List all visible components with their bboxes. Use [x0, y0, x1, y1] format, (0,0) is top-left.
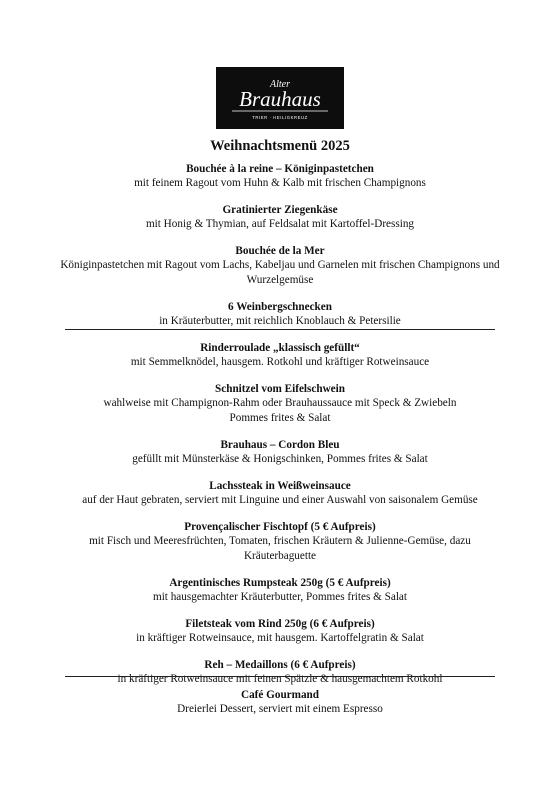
menu-item: [0, 658, 560, 687]
item-description: Königinpastetchen mit Ragout vom Lachs, Kabeljau und Garnelen mit frischen Champignons und Wurzelgemüse: [60, 259, 500, 286]
item-description: mit hausgemachter Kräuterbutter, Pommes frites & Salat: [153, 591, 407, 603]
menu-item: [0, 576, 560, 605]
item-description: mit Semmelknödel, hausgem. Rotkohl und kräftiger Rotweinsauce: [130, 356, 430, 368]
item-name: Lachssteak in Weißweinsauce: [209, 480, 351, 492]
item-name: Gratinierter Ziegenkäse: [222, 204, 338, 216]
dessert-section: [0, 688, 560, 717]
menu-item: [0, 382, 560, 426]
menu-item: [0, 341, 560, 370]
mains-section: [0, 341, 560, 687]
menu-item: [0, 617, 560, 646]
item-name: Schnitzel vom Eifelschwein: [215, 383, 345, 395]
menu-item: [0, 479, 560, 508]
logo-graphic: [216, 67, 344, 129]
item-name: Provençalischer Fischtopf (5 € Aufpreis): [184, 521, 376, 533]
item-description: mit feinem Ragout vom Huhn & Kalb mit frischen Champignons: [134, 177, 426, 189]
item-description: wahlweise mit Champignon-Rahm oder Brauhaussauce mit Speck & Zwiebeln Pommes frites & Salat: [103, 397, 457, 424]
section-divider: [65, 329, 495, 330]
menu-item: [0, 300, 560, 329]
item-description: in kräftiger Rotweinsauce mit feinen Spätzle & hausgemachtem Rotkohl: [117, 673, 443, 685]
logo-top-text: Alter: [270, 79, 290, 90]
starters-section: [0, 162, 560, 329]
item-description: auf der Haut gebraten, serviert mit Linguine und einer Auswahl von saisonalem Gemüse: [82, 494, 478, 506]
menu-item: [0, 203, 560, 232]
item-name: 6 Weinbergschnecken: [228, 301, 332, 313]
menu-item: [0, 244, 560, 288]
item-description: Dreierlei Dessert, serviert mit einem Espresso: [177, 703, 383, 715]
menu-item: [0, 520, 560, 564]
menu-title: Weihnachtsmenü 2025: [210, 138, 350, 154]
item-description: gefüllt mit Münsterkäse & Honigschinken, Pommes frites & Salat: [132, 453, 428, 465]
logo-sub-text: TRIER · HEILIGKREUZ: [252, 115, 308, 120]
item-description: mit Fisch und Meeresfrüchten, Tomaten, frischen Kräutern & Julienne-Gemüse, dazu Kräuterbaguette: [89, 535, 471, 562]
item-name: Rinderroulade „klassisch gefüllt“: [200, 342, 360, 354]
brauhaus-logo: [216, 67, 344, 129]
item-name: Filetsteak vom Rind 250g (6 € Aufpreis): [185, 618, 375, 630]
menu-item: [0, 688, 560, 717]
item-name: Café Gourmand: [240, 689, 319, 701]
logo-main-text: Brauhaus: [239, 87, 321, 111]
item-name: Bouchée de la Mer: [235, 245, 325, 257]
item-name: Bouchée à la reine – Königinpastetchen: [186, 163, 374, 175]
item-description: in Kräuterbutter, mit reichlich Knoblauch & Petersilie: [159, 315, 401, 327]
menu-item: [0, 162, 560, 191]
item-description: in kräftiger Rotweinsauce, mit hausgem. Kartoffelgratin & Salat: [136, 632, 424, 644]
item-name: Brauhaus – Cordon Bleu: [220, 439, 340, 451]
item-name: Argentinisches Rumpsteak 250g (5 € Aufpreis): [169, 577, 391, 589]
item-name: Reh – Medaillons (6 € Aufpreis): [204, 659, 356, 671]
item-description: mit Honig & Thymian, auf Feldsalat mit Kartoffel-Dressing: [145, 218, 415, 230]
menu-item: [0, 438, 560, 467]
section-divider: [65, 676, 495, 677]
